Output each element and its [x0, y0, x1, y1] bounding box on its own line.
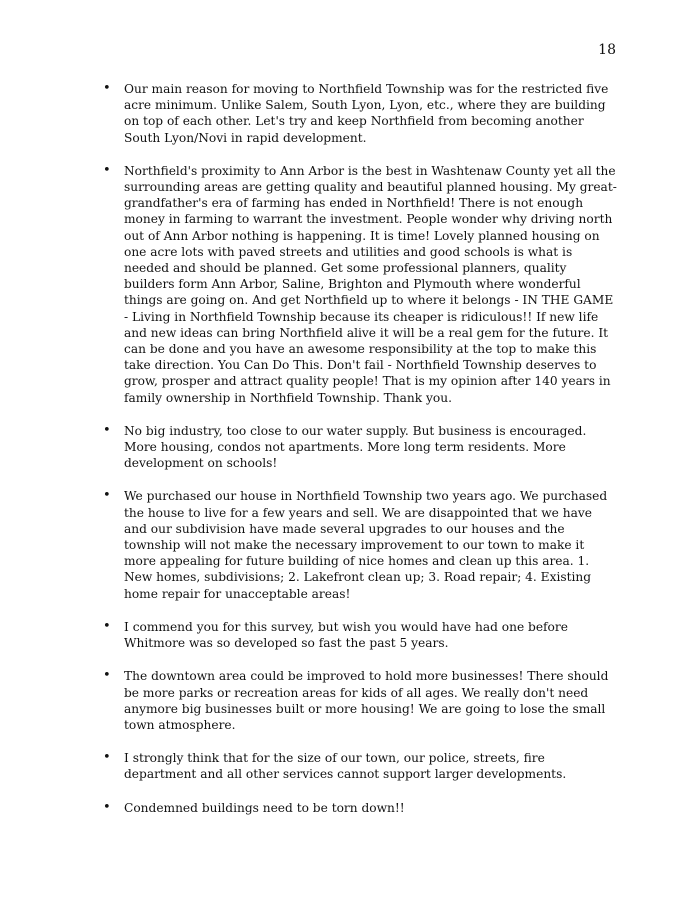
bullet-icon: • [103, 799, 111, 815]
comment-text: No big industry, too close to our water supply. But business is encouraged. More housing, condos not apartments. More long term residents. More development on schools! [124, 423, 587, 471]
bullet-icon: • [103, 422, 111, 438]
comment-text: Condemned buildings need to be torn down!! [124, 800, 405, 815]
comment-text: Our main reason for moving to Northfield Township was for the restricted five acre minimum. Unlike Salem, South Lyon, Lyon, etc., where they are building on top of each other. Let's try and keep Northfield from becoming another South Lyon/Novi in rapid development. [124, 82, 609, 145]
bullet-icon: • [103, 81, 111, 96]
bullet-icon: • [103, 668, 111, 684]
comment-text: Northfield's proximity to Ann Arbor is the best in Washtenaw County yet all the surrounding areas are getting quality and beautiful planned housing. My great-grandfather's era of farming has ended in Northfield! There is not enough money in farming to warrant the investment. People wonder why driving north out of Ann Arbor nothing is happening. It is time! Lovely planned housing on one acre lots with paved streets and utilities and good schools is what is needed and should be planned. Get some professional planners, quality builders form Ann Arbor, Saline, Brighton and Plymouth where wonderful things are going on. And get Northfield up to where it belongs - IN THE GAME - Living in Northfield Township because its cheaper is ridiculous!! If new life and new ideas can bring Northfield alive it will be a real gem for the future. It can be done and you have an awesome responsibility at the top to make this take direction. You Can Do This. Don't fail - Northfield Township deserves to grow, prosper and attract quality people! That is my opinion after 140 years in family ownership in Northfield Township. Thank you. [124, 163, 617, 405]
bullet-icon: • [103, 488, 111, 504]
bullet-icon: • [103, 162, 111, 178]
comment-text: I commend you for this survey, but wish you would have had one before Whitmore was so developed so fast the past 5 years. [124, 619, 568, 651]
comment-list [103, 81, 618, 833]
list-item [103, 81, 618, 146]
bullet-icon: • [103, 750, 111, 766]
list-item [103, 799, 618, 816]
list-item [103, 750, 618, 782]
bullet-icon: • [103, 618, 111, 634]
comment-text: We purchased our house in Northfield Township two years ago. We purchased the house to live for a few years and sell. We are disappointed that we have and our subdivision have made several upgrades to our houses and the township will not make the necessary improvement to our town to make it more appealing for future building of nice homes and clean up this area. 1. New homes, subdivisions; 2. Lakefront clean up; 3. Road repair; 4. Existing home repair for unacceptable areas! [124, 489, 608, 601]
list-item [103, 422, 618, 472]
list-item [103, 162, 618, 406]
list-item [103, 618, 618, 651]
list-item [103, 668, 618, 733]
list-item [103, 488, 618, 601]
comment-text: I strongly think that for the size of our town, our police, streets, fire department and all other services cannot support larger developments. [124, 751, 567, 782]
comment-text: The downtown area could be improved to hold more businesses! There should be more parks or recreation areas for kids of all ages. We really don't need anymore big businesses built or more housing! We are going to lose the small town atmosphere. [124, 669, 609, 732]
page-number: 18 [598, 42, 616, 58]
